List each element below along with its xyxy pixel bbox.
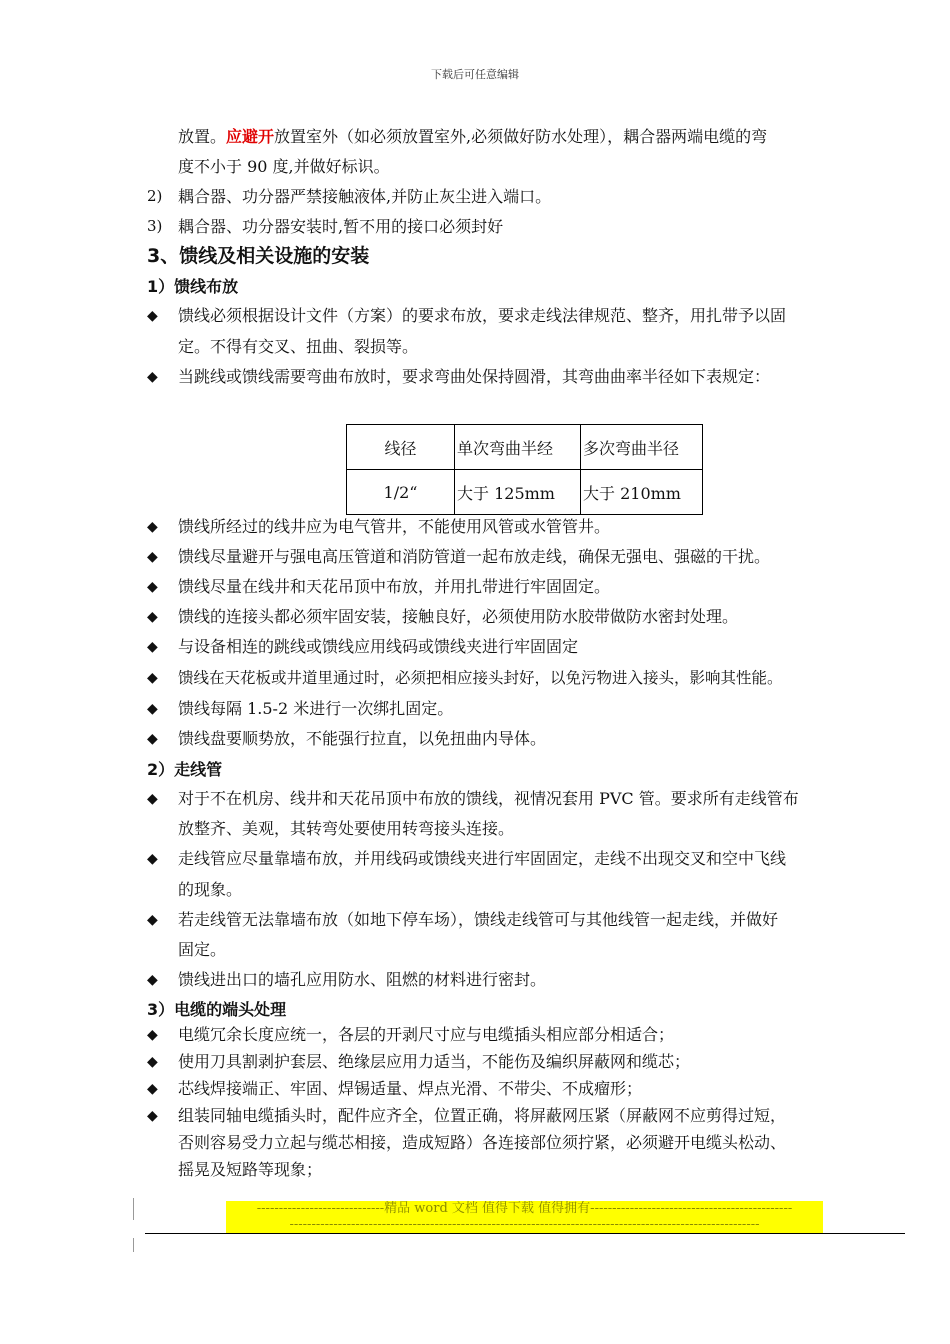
sub2-b4: 馈线进出口的墙孔应用防水、阻燃的材料进行密封。 — [178, 970, 547, 989]
sub-1-title: 1）馈线布放 — [147, 277, 239, 296]
intro-text: 放置。 — [178, 127, 227, 146]
footer-banner-line-2: ----------------------------------------------------------------------------------------------------------- — [226, 1217, 823, 1233]
sub3-b4-line1: 组装同轴电缆插头时，配件应齐全，位置正确，将屏蔽网压紧（屏蔽网不应剪得过短， — [178, 1106, 787, 1125]
intro-line-1 — [178, 127, 767, 147]
sub-2-title: 2）走线管 — [147, 760, 223, 779]
bullet-icon: ◆ — [147, 1027, 158, 1043]
bullet-icon: ◆ — [147, 369, 158, 385]
table-header-row — [347, 425, 703, 470]
sub2-b2-line2: 的现象。 — [178, 880, 243, 899]
item-number: 2) — [147, 187, 163, 205]
bullet-icon: ◆ — [147, 731, 158, 747]
bullet-icon: ◆ — [147, 701, 158, 717]
bend-radius-table — [346, 424, 703, 515]
bullet-icon: ◆ — [147, 912, 158, 928]
bullet-icon: ◆ — [147, 579, 158, 595]
sub1-bullet: 馈线尽量避开与强电高压管道和消防管道一起布放走线，确保无强电、强磁的干扰。 — [178, 547, 771, 566]
sub1-bullet: 馈线的连接头都必须牢固安装，接触良好，必须使用防水胶带做防水密封处理。 — [178, 607, 739, 626]
bullet-icon: ◆ — [147, 972, 158, 988]
table-cell: 大于 210mm — [581, 470, 703, 515]
bullet-icon: ◆ — [147, 549, 158, 565]
sub1-bullet: 馈线盘要顺势放，不能强行拉直，以免扭曲内导体。 — [178, 729, 547, 748]
sub1-bullet: 馈线尽量在线井和天花吊顶中布放，并用扎带进行牢固固定。 — [178, 577, 611, 596]
sub2-b1-line2: 放整齐、美观，其转弯处要使用转弯接头连接。 — [178, 819, 515, 838]
sub3-b4-line3: 摇晃及短路等现象； — [178, 1160, 323, 1179]
sub2-b2-line1: 走线管应尽量靠墙布放，并用线码或馈线夹进行牢固固定，走线不出现交叉和空中飞线 — [178, 849, 787, 868]
sub1-b1-line1: 馈线必须根据设计文件（方案）的要求布放，要求走线法律规范、整齐，用扎带予以固 — [178, 306, 787, 325]
page-header: 下载后可任意编辑 — [431, 68, 519, 81]
margin-mark — [133, 1238, 134, 1252]
intro-text: 放置室外（如必须放置室外,必须做好防水处理），耦合器两端电缆的弯 — [274, 127, 768, 146]
sub1-b1-line2: 定。不得有交叉、扭曲、裂损等。 — [178, 337, 419, 356]
intro-item-3: 耦合器、功分器安装时,暂不用的接口必须封好 — [178, 217, 504, 236]
bullet-icon: ◆ — [147, 308, 158, 324]
sub1-b2: 当跳线或馈线需要弯曲布放时，要求弯曲处保持圆滑，其弯曲曲率半径如下表规定： — [178, 367, 771, 386]
margin-mark — [133, 1198, 134, 1220]
bullet-icon: ◆ — [147, 519, 158, 535]
bullet-icon: ◆ — [147, 670, 158, 686]
sub3-b4-line2: 否则容易受力立起与缆芯相接，造成短路）各连接部位须拧紧，必须避开电缆头松动、 — [178, 1133, 787, 1152]
sub1-bullet: 馈线每隔 1.5-2 米进行一次绑扎固定。 — [178, 699, 454, 718]
warning-text: 应避开 — [226, 127, 275, 146]
bullet-icon: ◆ — [147, 609, 158, 625]
table-cell: 1/2“ — [347, 470, 455, 515]
section-3-title: 3、馈线及相关设施的安装 — [147, 245, 370, 267]
table-header-cell: 单次弯曲半经 — [455, 425, 581, 470]
sub2-b3-line2: 固定。 — [178, 940, 227, 959]
sub2-b3-line1: 若走线管无法靠墙布放（如地下停车场），馈线走线管可与其他线管一起走线，并做好 — [178, 910, 779, 929]
item-number: 3) — [147, 217, 163, 235]
bullet-icon: ◆ — [147, 1108, 158, 1124]
bullet-icon: ◆ — [147, 639, 158, 655]
intro-item-2: 耦合器、功分器严禁接触液体,并防止灰尘进入端口。 — [178, 187, 552, 206]
sub3-b3: 芯线焊接端正、牢固、焊锡适量、焊点光滑、不带尖、不成瘤形； — [178, 1079, 643, 1098]
table-header-cell: 线径 — [347, 425, 455, 470]
sub3-b2: 使用刀具割剥护套层、绝缘层应用力适当，不能伤及编织屏蔽网和缆芯； — [178, 1052, 691, 1071]
sub-3-title: 3）电缆的端头处理 — [147, 1000, 287, 1019]
sub1-bullet: 馈线所经过的线井应为电气管井，不能使用风管或水管管井。 — [178, 517, 611, 536]
sub1-bullet: 馈线在天花板或井道里通过时，必须把相应接头封好，以免污物进入接头，影响其性能。 — [178, 669, 783, 687]
sub2-b1-line1: 对于不在机房、线井和天花吊顶中布放的馈线，视情况套用 PVC 管。要求所有走线管布 — [178, 789, 799, 808]
footer-banner-line-1: -----------------------------精品 word 文档 值得下载 值得拥有---------------------------------------------- — [226, 1201, 823, 1217]
sub1-bullet: 与设备相连的跳线或馈线应用线码或馈线夹进行牢固固定 — [178, 637, 579, 656]
intro-line-2: 度不小于 90 度,并做好标识。 — [178, 157, 390, 176]
bullet-icon: ◆ — [147, 1054, 158, 1070]
sub3-b1: 电缆冗余长度应统一，各层的开剥尺寸应与电缆插头相应部分相适合； — [178, 1025, 675, 1044]
table-row — [347, 470, 703, 515]
footer-rule — [145, 1233, 905, 1234]
bullet-icon: ◆ — [147, 851, 158, 867]
bullet-icon: ◆ — [147, 791, 158, 807]
table-header-cell: 多次弯曲半径 — [581, 425, 703, 470]
bullet-icon: ◆ — [147, 1081, 158, 1097]
table-cell: 大于 125mm — [455, 470, 581, 515]
